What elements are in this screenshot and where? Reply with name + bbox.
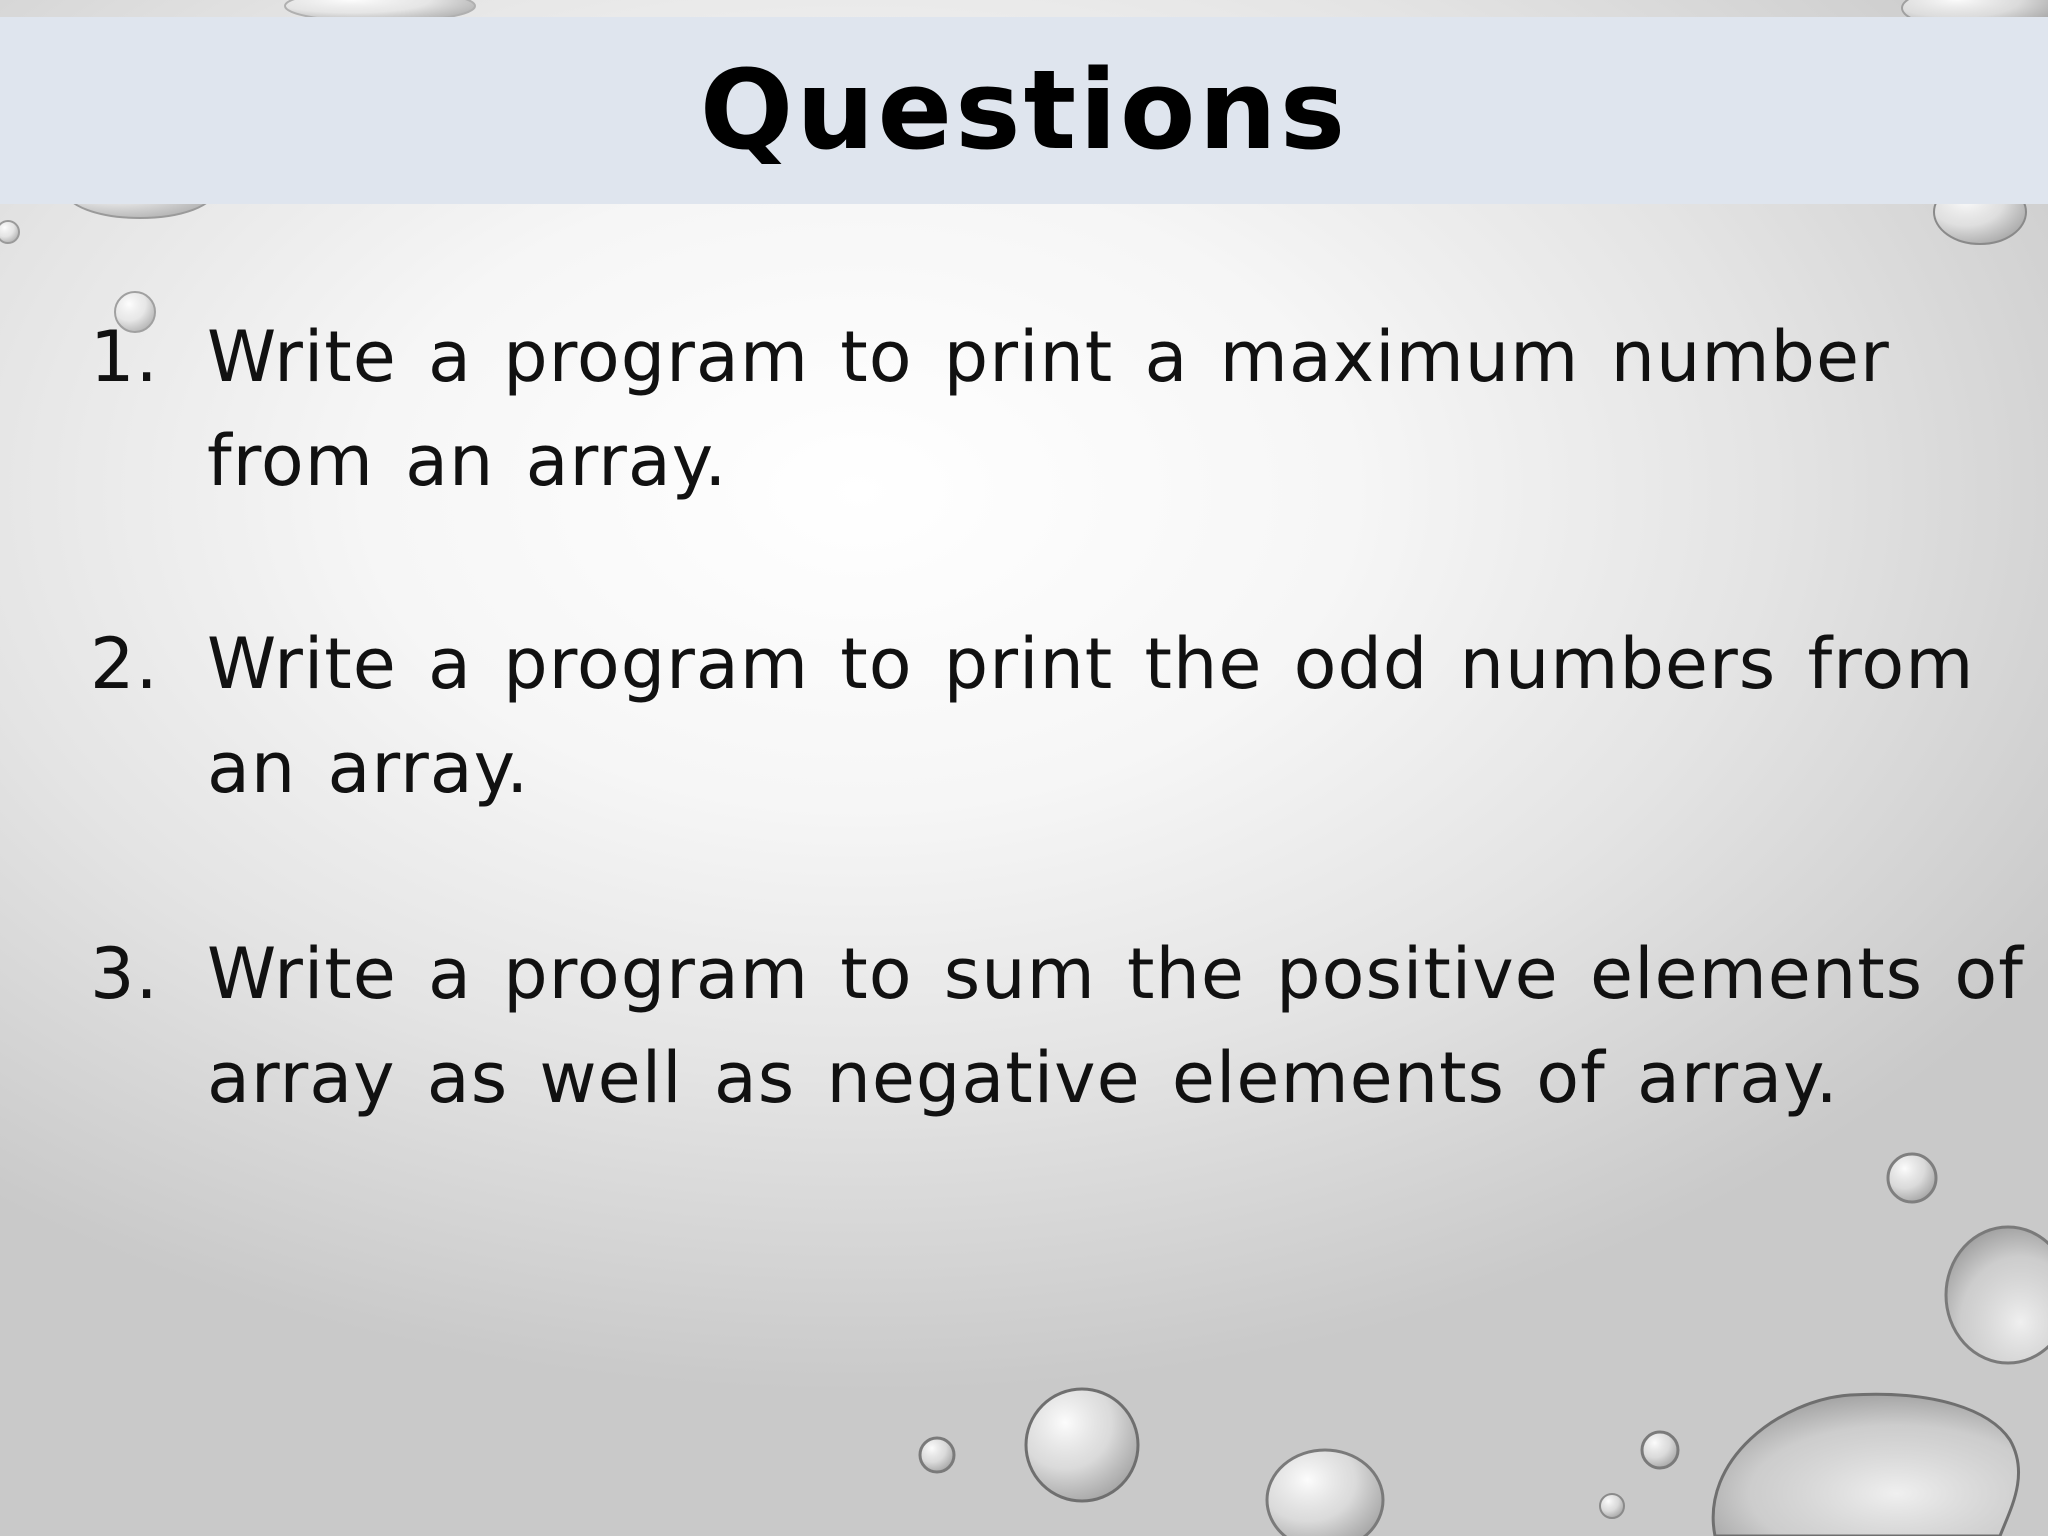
question-text: Write a program to print the odd numbers from an array.	[207, 623, 1975, 809]
question-number: 1.	[90, 316, 159, 398]
question-text: Write a program to sum the positive elements of array as well as negative elements of array.	[207, 933, 2024, 1119]
slide-title: Questions	[699, 46, 1349, 174]
question-number: 2.	[90, 623, 159, 705]
question-text: Write a program to print a maximum number from an array.	[207, 316, 1890, 502]
question-number: 3.	[90, 933, 159, 1015]
